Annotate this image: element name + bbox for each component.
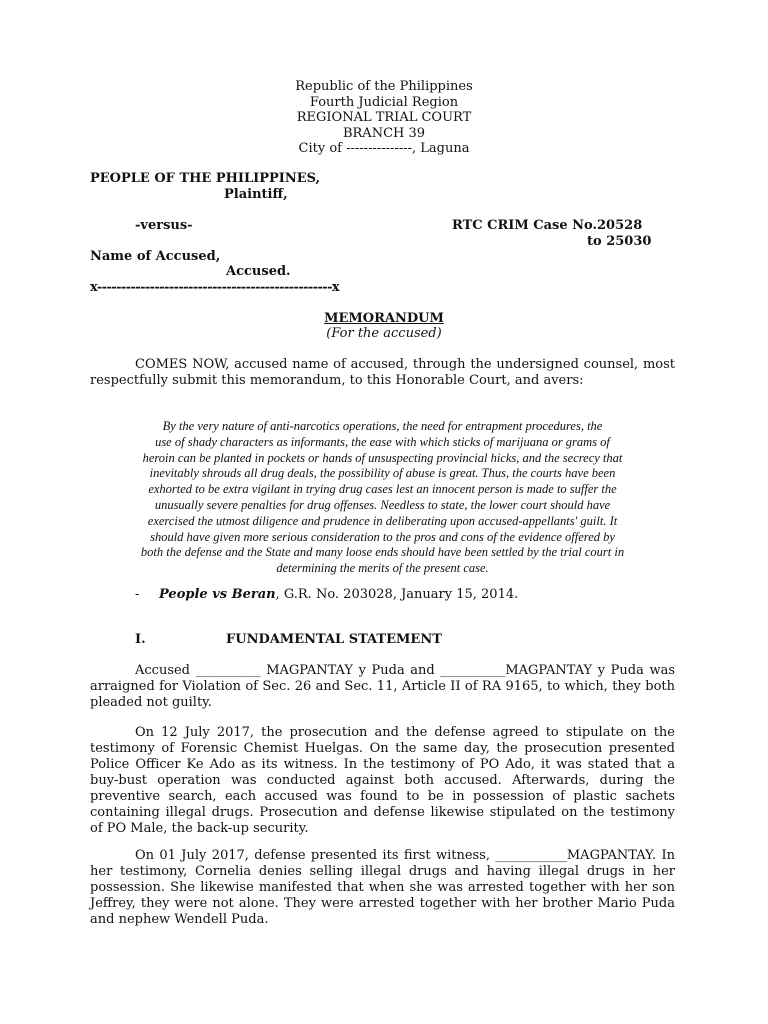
quote-line: determining the merits of the present case.	[276, 561, 489, 576]
section-heading: FUNDAMENTAL STATEMENT	[226, 632, 442, 647]
case-number: RTC CRIM Case No.20528	[452, 218, 643, 233]
quoted-ruling	[90, 419, 675, 577]
document-title: MEMORANDUM	[324, 311, 444, 326]
quote-line: inevitably shrouds all drug deals, the possibility of abuse is great. Thus, the courts have been	[149, 466, 616, 481]
citation-dash: -	[135, 587, 140, 602]
quote-line: should have given more serious consideration to the pros and cons of the evidence offered by	[150, 529, 615, 544]
branch-line: BRANCH 39	[342, 125, 426, 141]
city-line: City of ---------------, Laguna	[298, 141, 470, 156]
quote-line: unusually severe penalties for drug offenses. Needless to state, the lower court should have	[154, 497, 611, 512]
quote-line: use of shady characters as informants, the ease with which sticks of marijuana or grams of	[155, 434, 610, 449]
body-paragraph-defense: On 01 July 2017, defense presented its first witness, ___________MAGPANTAY. In her testimony, Cornelia denies selling illegal drugs and having illegal drugs in her possession. She likewise manifested that when she was arrested together with her son Jeffrey, they were not alone. They were arrested together with her brother Mario Puda and nephew Wendell Puda.	[90, 848, 675, 927]
citation	[159, 587, 518, 603]
body-paragraph-prosecution: On 12 July 2017, the prosecution and the defense agreed to stipulate on the testimony of Forensic Chemist Huelgas. On the same day, the prosecution presented Police Officer Ke Ado as its witness. In the testimony of PO Ado, it was stated that a buy-bust operation was conducted against both accused. Afterwards, during the preventive search, each accused was found to be in possession of plastic sachets containing illegal drugs. Prosecution and defense likewise stipulated on the testimony of PO Male, the back-up security.	[90, 725, 675, 836]
citation-details: , G.R. No. 203028, January 15, 2014.	[275, 587, 519, 602]
court-name-line: REGIONAL TRIAL COURT	[296, 110, 472, 125]
quote-line: heroin can be planted in pockets or hands of unsuspecting provincial hicks, and the secrecy that	[142, 450, 623, 465]
citation-case-name: People vs Beran	[159, 587, 276, 602]
quote-line: By the very nature of anti-narcotics operations, the need for entrapment procedures, the	[162, 419, 603, 433]
quote-line: exercised the utmost diligence and prudence in deliberating upon accused-appellants' guilt. It	[147, 513, 618, 528]
plaintiff-role: Plaintiff,	[224, 187, 288, 202]
quote-line: both the defense and the State and many loose ends should have been settled by the trial court in	[140, 545, 625, 560]
accused-role: Accused.	[226, 264, 291, 279]
plaintiff-name: PEOPLE OF THE PHILIPPINES,	[90, 171, 321, 186]
caption-separator: x-------------------------------------------------x	[90, 280, 340, 295]
case-number-range: to 25030	[587, 234, 652, 249]
document-subtitle: (For the accused)	[326, 326, 442, 341]
quote-line: exhorted to be extra vigilant in trying drug cases lest an innocent person is made to suffer the	[148, 482, 617, 497]
versus-label: -versus-	[135, 218, 193, 233]
accused-name: Name of Accused,	[90, 249, 221, 264]
body-paragraph-arraignment: Accused __________ MAGPANTAY y Puda and __________MAGPANTAY y Puda was arraigned for Violation of Sec. 26 and Sec. 11, Article II of RA 9165, to which, they both pleaded not guilty.	[90, 663, 675, 710]
court-header	[0, 79, 768, 157]
intro-paragraph: COMES NOW, accused name of accused, through the undersigned counsel, most respectfully submit this memorandum, to this Honorable Court, and avers:	[90, 357, 675, 388]
judicial-region-line: Fourth Judicial Region	[309, 94, 459, 110]
republic-line: Republic of the Philippines	[295, 79, 473, 94]
section-number: I.	[135, 632, 146, 647]
